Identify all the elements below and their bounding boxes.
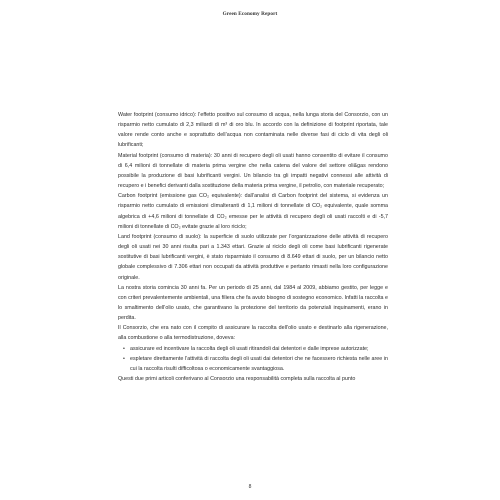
list-item: • assicurare ed incentivare la raccolta degli oli usati ritirandoli dai detentori e dalle imprese autorizzate; xyxy=(130,344,388,354)
body-text xyxy=(118,110,388,384)
paragraph-closing: Questi due primi articoli conferivano al Consorzio una responsabilità completa sulla raccolta al punto xyxy=(118,376,356,383)
duties-list xyxy=(118,344,388,374)
paragraph-water-footprint: Water footprint (consumo idrico): l’effetto positivo sul consumo di acqua, nella lunga storia del Consorzio, con un risparmio netto cumulato di 2,3 miliardi di m³ di oro blu. In accordo con la definizione di footprint riportata, tale valore rende conto anche e soprattutto dell’acqua non contaminata nelle diverse fasi di ciclo di vita degli oli lubrificanti; xyxy=(118,112,388,149)
paragraph-material-footprint: Material footprint (consumo di materia): 30 anni di recupero degli oli usati hanno consentito di evitare il consumo di 6,4 milioni di tonnellate di materia prima vergine che nella catena del valore del settore oli&gas rendono possibile la produzione di basi lubrificanti vergini. Un bilancio tra gli impatti negativi connessi alle attività di recupero e i benefici derivanti dalla sostituzione della materia prima vergine, il petrolio, con materiale recuperato; xyxy=(118,152,388,190)
paragraph-consortium-duties: Il Consorzio, che era nato con il compito di assicurare la raccolta dell’olio usato e destinarlo alla rigenerazione, alla combustione o alla termodistruzione, doveva: xyxy=(118,325,388,342)
paragraph-history: La nostra storia comincia 30 anni fa. Per un periodo di 25 anni, dal 1984 al 2009, abbiamo gestito, per legge e con criteri prevalentemente ambientali, una filiera che fa avuto bisogno di sostegno economico. Infatti la raccolta e lo smaltimento dell’olio usato, che garantivano la protezione del territorio da potenziali inquinamenti, erano in perdita. xyxy=(118,284,388,322)
page-number: 8 xyxy=(248,484,252,490)
paragraph-carbon-footprint: Carbon footprint (emissione gas CO₂ equivalente): dall’analisi di Carbon footprint del sistema, si evidenza un risparmio netto cumulato di emissioni climalteranti di 1,1 milioni di tonnellate di CO₂ equivalente, quale somma algebrica di +4,6 milioni di tonnellate di CO₂ emesse per le attività di recupero degli oli usati raccolti e di -5,7 milioni di tonnellate di CO₂ evitate grazie al loro riciclo; xyxy=(118,193,388,230)
paragraph-land-footprint: Land footprint (consumo di suolo): la superficie di suolo utilizzate per l’organizzazione delle attività di recupero degli oli usati nei 30 anni risulta pari a 1.343 ettari. Grazie al riciclo degli oli come basi lubrificanti rigenerate sostitutive di basi lubrificanti vergini, è stato risparmiato il consumo di 8.649 ettari di suolo, per un bilancio netto globale complessivo di 7.306 ettari non occupati da attività produttive e pertanto rimasti nella loro configurazione originale. xyxy=(118,233,388,281)
running-header: Green Economy Report xyxy=(222,11,278,17)
list-item: • espletare direttamente l’attività di raccolta degli oli usati dai detentori che ne facessero richiesta nelle aree in cui la raccolta risulti difficoltosa o economicamente svantaggiosa. xyxy=(130,354,388,374)
